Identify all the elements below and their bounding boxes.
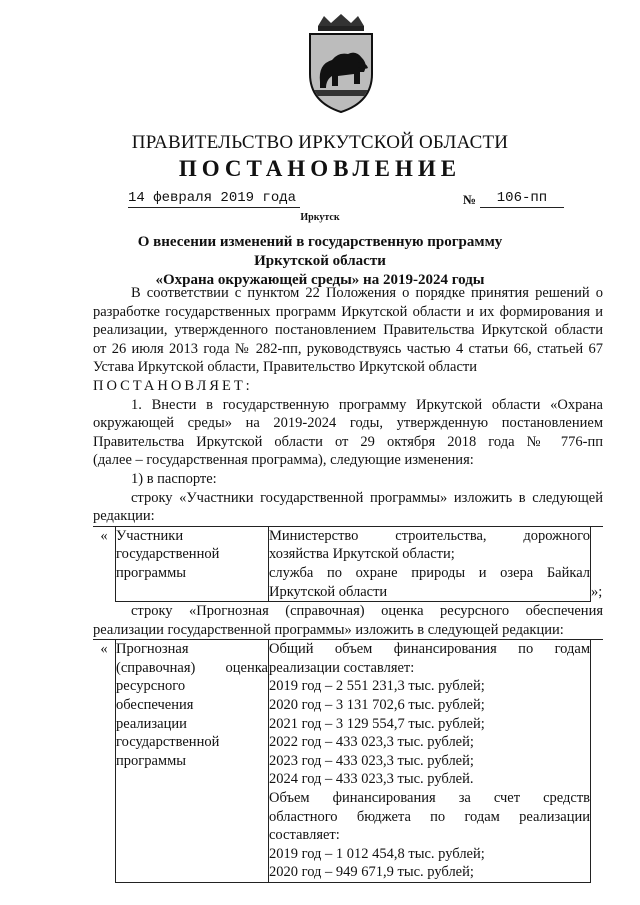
document-number: 106-пп xyxy=(480,190,564,208)
document-date: 14 февраля 2019 года xyxy=(128,190,300,208)
paragraph-line: Правительства Иркутской области от 29 октября 2018 года № 776-пп xyxy=(93,433,603,450)
government-name: ПРАВИТЕЛЬСТВО ИРКУТСКОЙ ОБЛАСТИ xyxy=(131,132,509,153)
row-label-cell: Прогнозная (справочная) оценка ресурсного обеспечения реализации государственной программы xyxy=(116,640,269,883)
paragraph-line: строку «Участники государственной программы» изложить в следующей xyxy=(131,489,603,506)
paragraph-line: разработке государственных программ Иркутской области и их формирования и xyxy=(93,303,603,320)
decree-word: ПОСТАНОВЛЯЕТ: xyxy=(93,377,253,394)
paragraph-line: окружающей среды» на 2019-2024 годы, утвержденную постановлением xyxy=(93,415,603,432)
row-label-cell: Участники государственной программы xyxy=(116,526,269,601)
paragraph-line: В соответствии с пунктом 22 Положения о порядке принятия решений о xyxy=(131,285,603,301)
open-quote: « xyxy=(93,640,116,883)
paragraph-line: реализации, утвержденного постановлением Правительства Иркутской области xyxy=(93,322,603,339)
paragraph-line: (далее – государственная программа), следующие изменения: xyxy=(93,452,474,469)
document-title-line: О внесении изменений в государственную программу Иркутской области xyxy=(137,234,503,269)
passport-row-resources xyxy=(93,639,603,883)
document-type: ПОСТАНОВЛЕНИЕ xyxy=(178,156,462,181)
document-city: Иркутск xyxy=(300,212,340,223)
paragraph-line: Устава Иркутской области, Правительство Иркутской области xyxy=(93,359,478,376)
coat-of-arms-icon xyxy=(298,12,384,116)
close-quote-spacer xyxy=(591,640,604,883)
number-sign: № xyxy=(463,192,477,207)
document-title xyxy=(110,233,530,290)
paragraph-line: от 26 июля 2013 года № 282-пп, руководствуясь частью 4 статьи 66, статьей 67 xyxy=(93,340,603,357)
row-value-cell: Министерство строительства, дорожного хозяйства Иркутской области; служба по охране природы и озера Байкал Иркутской области xyxy=(269,526,591,601)
sub-item: 1) в паспорте: xyxy=(131,470,217,487)
row-value-cell: Общий объем финансирования по годам реализации составляет: 2019 год – 2 551 231,3 тыс. рублей; 2020 год – 3 131 702,6 тыс. рублей; 2021 год – 3 129 554,7 тыс. рублей; 2022 год – 433 023,3 тыс. рублей; 2023 год – 433 023,3 тыс. рублей; 2024 год – 433 023,3 тыс. рублей. Объем финансирования за счет средств областного бюджета по годам реализации составляет: 2019 год – 1 012 454,8 тыс. рублей; 2020 год – 949 671,9 тыс. рублей; xyxy=(269,640,591,883)
paragraph-line: строку «Прогнозная (справочная) оценка ресурсного обеспечения xyxy=(131,603,603,620)
paragraph-line: реализации государственной программы» изложить в следующей редакции: xyxy=(93,621,564,638)
close-quote: »; xyxy=(591,526,604,601)
document-body xyxy=(93,284,603,883)
passport-row-participants xyxy=(93,526,603,602)
paragraph-line: 1. Внести в государственную программу Иркутской области «Охрана xyxy=(131,396,603,413)
paragraph-line: редакции: xyxy=(93,508,155,525)
document-title-line: «Охрана окружающей среды» на 2019-2024 годы xyxy=(155,272,485,288)
open-quote: « xyxy=(93,526,116,601)
